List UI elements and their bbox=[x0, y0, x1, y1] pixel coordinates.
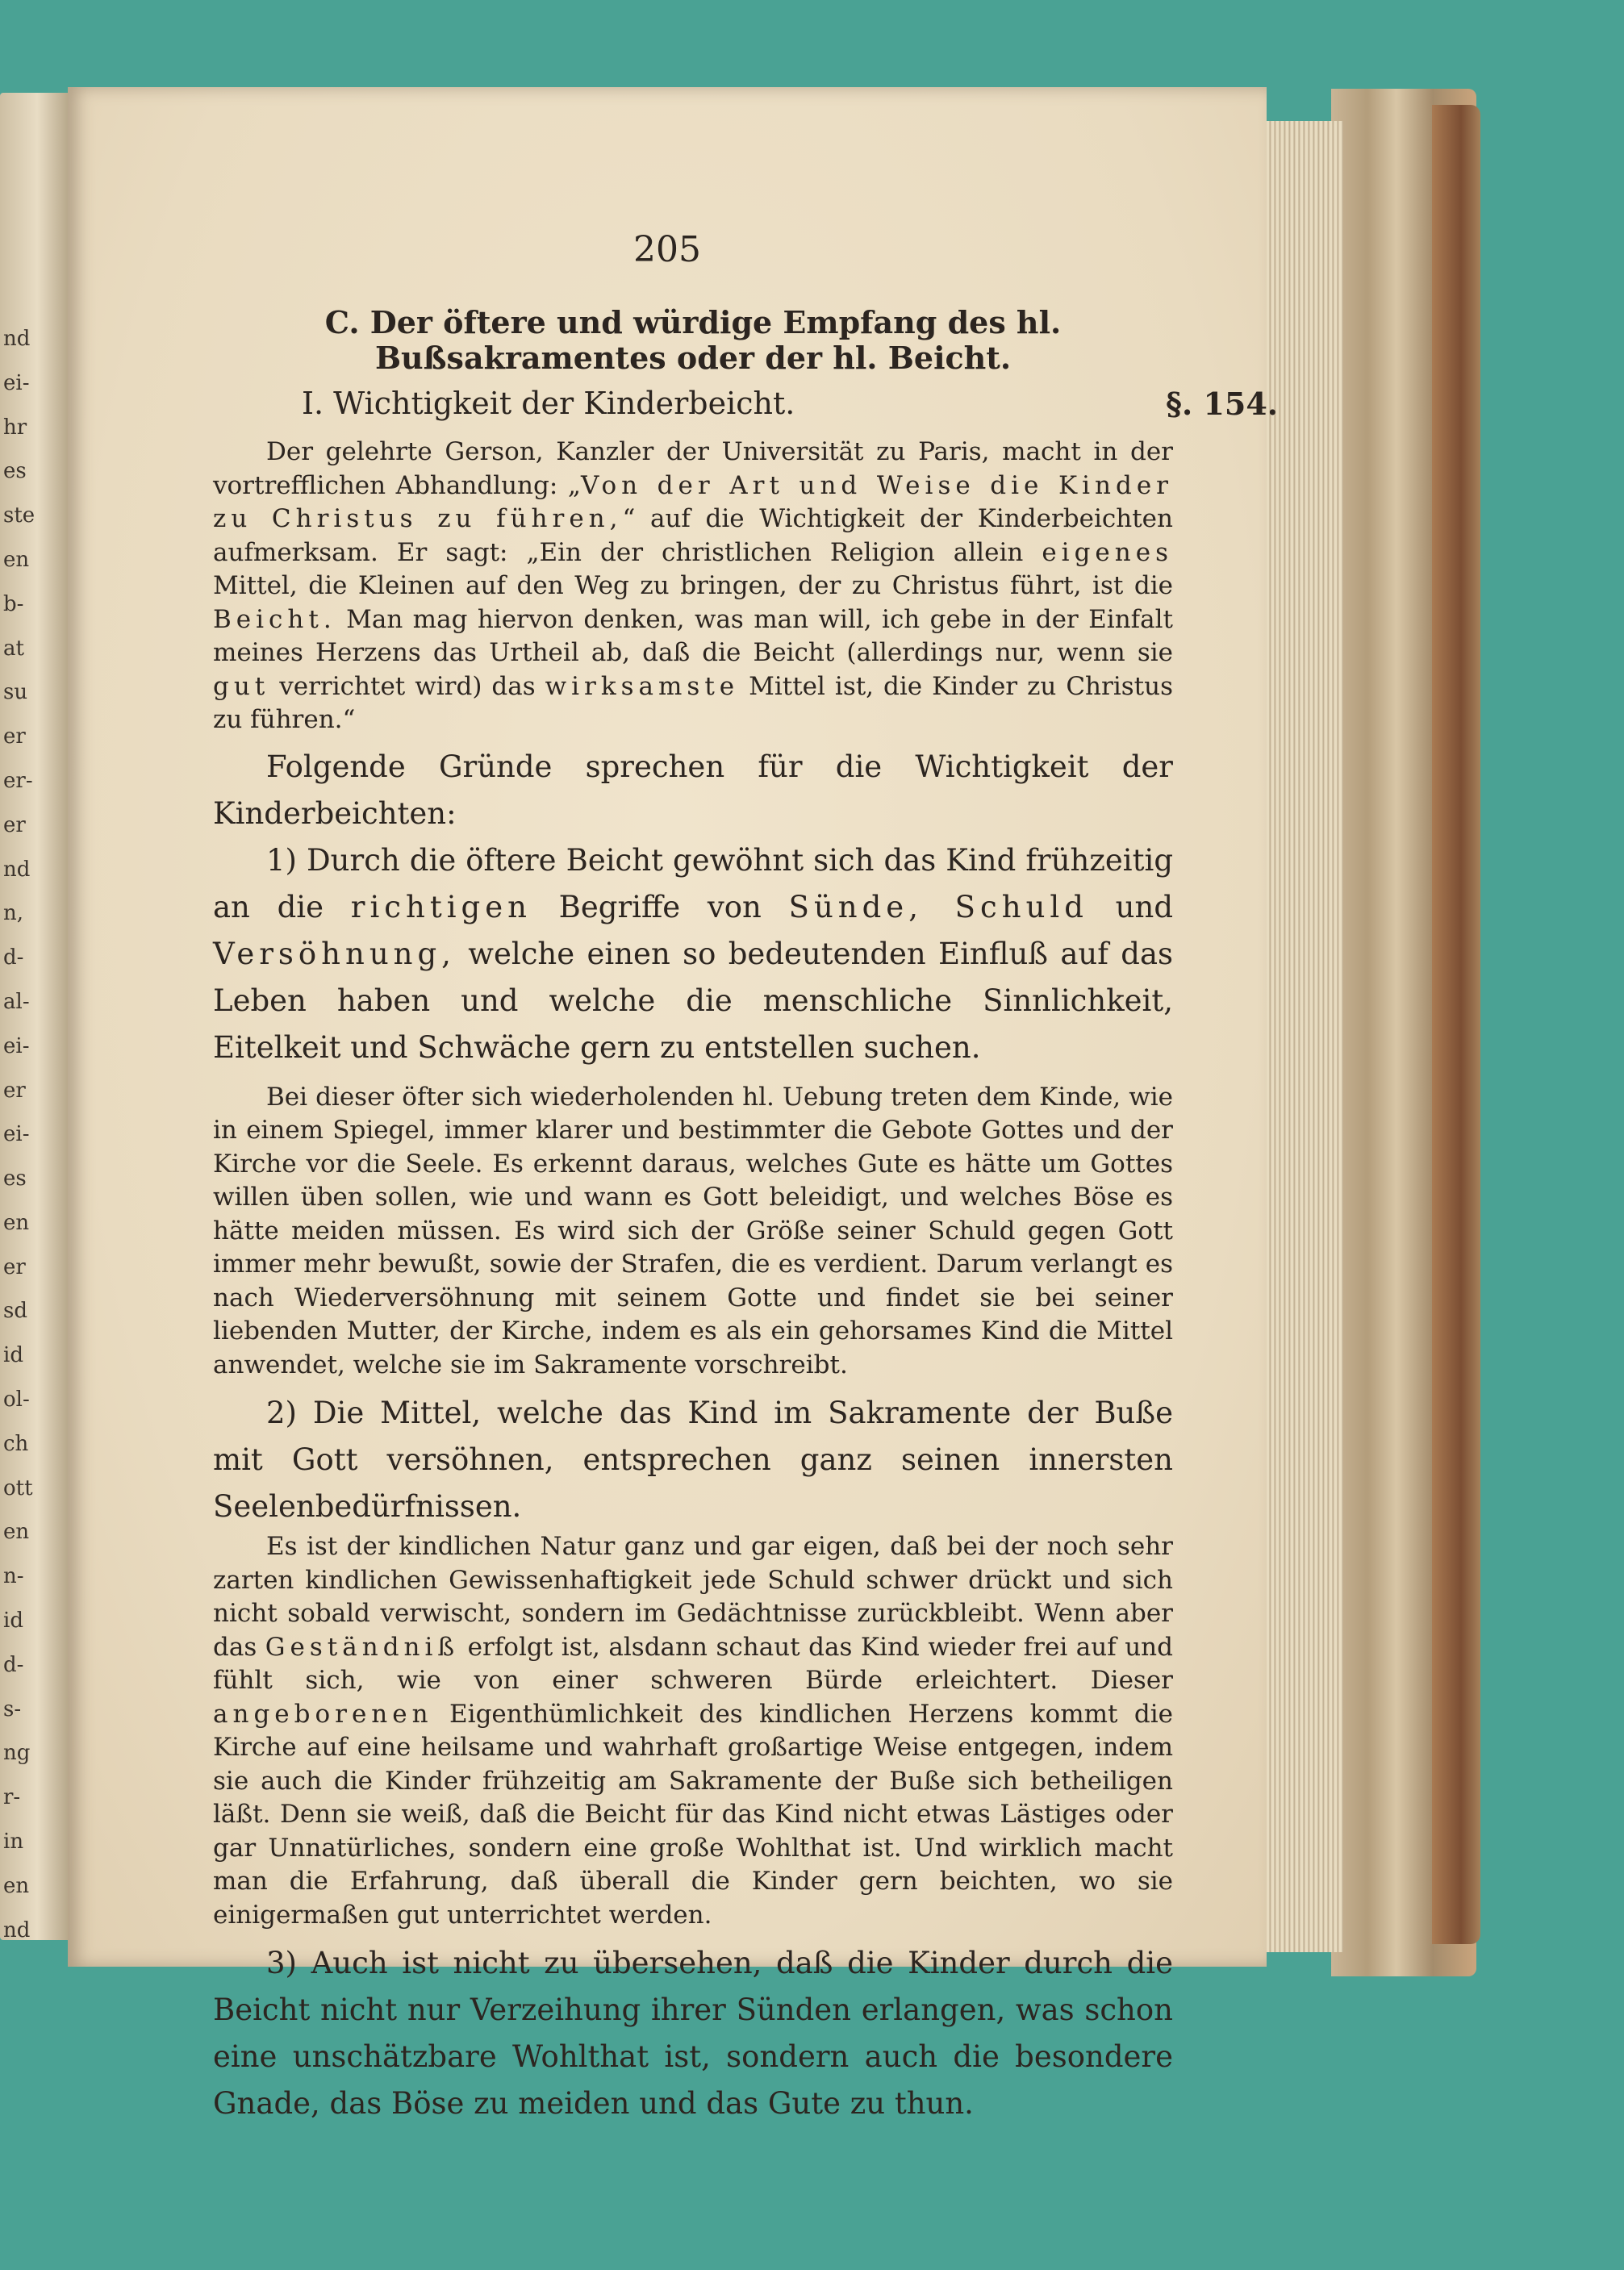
margin-fragment: en bbox=[3, 1210, 30, 1235]
margin-fragment: id bbox=[3, 1343, 23, 1368]
text-run: und bbox=[1088, 889, 1174, 924]
margin-fragment: nd bbox=[3, 857, 31, 882]
text-run: Eigenthümlichkeit des kindlichen Herzens kommt die Kirche auf eine heilsame und wahrhaft großartige Weise entgegen, indem sie auch die Kinder frühzeitig am Sakramente der Buße sich betheiligen läßt. Denn sie weiß, daß die Beicht für das Kind nicht etwas Lästiges oder gar Unnatürliches, sondern eine große Wohlthat ist. Und wirklich macht man die Erfahrung, daß überall die Kinder gern beichten, wo sie einigermaßen gut unterrichtet werden. bbox=[213, 1699, 1173, 1930]
page bbox=[68, 87, 1278, 2121]
margin-fragment: su bbox=[3, 680, 28, 705]
margin-fragment: ei- bbox=[3, 1033, 30, 1058]
page-number: 205 bbox=[633, 229, 701, 270]
text-run: Begriffe von bbox=[531, 889, 789, 924]
margin-fragment: n, bbox=[3, 901, 24, 926]
margin-fragment: ott bbox=[3, 1475, 33, 1500]
margin-fragment: d- bbox=[3, 945, 24, 970]
margin-fragment: r- bbox=[3, 1785, 21, 1810]
margin-fragment: er bbox=[3, 724, 26, 749]
emphasis-run: richtigen bbox=[350, 889, 532, 924]
margin-fragment: al- bbox=[3, 989, 30, 1014]
margin-fragment: nd bbox=[3, 327, 31, 351]
text-run: “ auf die Wichtigkeit der Kinderbeichten aufmerksam. Er sagt: „Ein der christlichen Religion allein bbox=[213, 504, 1173, 567]
text-run: erfolgt ist, alsdann schaut das Kind wieder frei auf und fühlt sich, wie von einer schweren Bürde erleichtert. Dieser bbox=[213, 1632, 1173, 1695]
emphasis-run: wirksamste bbox=[545, 671, 740, 701]
margin-fragment: in bbox=[3, 1830, 24, 1855]
text-run: Mittel, die Kleinen auf den Weg zu bringen, der zu Christus führt, ist die bbox=[213, 571, 1173, 600]
margin-fragment: er bbox=[3, 1078, 26, 1103]
margin-fragment: er bbox=[3, 812, 26, 837]
margin-fragment: d- bbox=[3, 1652, 24, 1677]
margin-fragment: id bbox=[3, 1609, 23, 1634]
margin-fragment: ng bbox=[3, 1741, 31, 1766]
margin-fragment: ei- bbox=[3, 370, 30, 395]
text-run: Es ist der kindlichen Natur ganz und gar eigen, daß bei der noch sehr zarten kindlichen Gewissenhaftigkeit jede Schuld schwer drückt und sich nicht sobald verwischt, sondern im Gedächtnisse zurückbleibt. Wenn aber das bbox=[213, 1532, 1173, 1662]
emphasis-run: eigenes bbox=[1042, 537, 1173, 567]
left-page-edge bbox=[0, 93, 68, 1940]
emphasis-run: Geständniß bbox=[265, 1632, 460, 1662]
paragraph-reason-1-detail: Bei dieser öfter sich wiederholenden hl. Uebung treten dem Kinde, wie in einem Spiegel, immer klarer und bestimmter die Gebote Gottes und der Kirche vor die Seele. Es erkennt daraus, welches Gute es hätte um Gottes willen üben sollen, wie und wann es Gott beleidigt, und welches Böse es hätte meiden müssen. Es wird sich der Größe seiner Schuld gegen Gott immer mehr bewußt, sowie der Strafen, die es verdient. Darum verlangt es nach Wiederversöhnung mit seinem Gotte und findet sie bei seiner liebenden Mutter, der Kirche, indem es als ein gehorsames Kind die Mittel anwendet, welche sie im Sakramente vorschreibt. bbox=[213, 1082, 1173, 1379]
paragraph-reason-2-detail bbox=[213, 1530, 1173, 1932]
margin-fragment: sd bbox=[3, 1299, 27, 1324]
text-run: welche einen so bedeutenden Einfluß auf das Leben haben und welche die menschliche Sinnlichkeit, Eitelkeit und Schwäche gern zu entstellen suchen. bbox=[213, 936, 1173, 1065]
margin-fragment: ol- bbox=[3, 1387, 30, 1412]
text-run: Man mag hiervon denken, was man will, ich gebe in der Einfalt meines Herzens das Urtheil ab, daß die Beicht (allerdings nur, wenn sie bbox=[213, 604, 1173, 667]
margin-fragment: en bbox=[3, 547, 30, 572]
book-binding bbox=[1432, 105, 1480, 1944]
margin-fragment: at bbox=[3, 636, 24, 661]
margin-fragment: er- bbox=[3, 768, 33, 793]
emphasis-run: Sünde, Schuld bbox=[788, 889, 1088, 924]
margin-fragment: es bbox=[3, 1166, 27, 1191]
left-page-fragments bbox=[3, 93, 60, 1940]
margin-fragment: hr bbox=[3, 415, 27, 440]
margin-fragment: es bbox=[3, 459, 27, 484]
page-stack-edge bbox=[1267, 121, 1343, 1952]
margin-fragment: s- bbox=[3, 1696, 22, 1721]
section-heading: I. Wichtigkeit der Kinderbeicht. bbox=[302, 386, 795, 421]
paragraph-reason-2: 2) Die Mittel, welche das Kind im Sakramente der Buße mit Gott versöhnen, entsprechen ganz seinen innersten Seelenbedürfnissen. bbox=[213, 1396, 1173, 1524]
emphasis-run: angeborenen bbox=[213, 1699, 433, 1729]
margin-fragment: n- bbox=[3, 1564, 24, 1589]
paragraph-reason-1 bbox=[213, 837, 1173, 1071]
margin-fragment: b- bbox=[3, 591, 24, 616]
section-title: C. Der öftere und würdige Empfang des hl. Bußsakramentes oder der hl. Beicht. bbox=[324, 304, 1062, 376]
margin-fragment: nd bbox=[3, 1917, 31, 1942]
body-text bbox=[213, 436, 1173, 2127]
margin-fragment: ste bbox=[3, 503, 35, 528]
paragraph-reasons-intro: Folgende Gründe sprechen für die Wichtigkeit der Kinderbeichten: bbox=[213, 749, 1173, 831]
emphasis-run: gut bbox=[213, 671, 270, 701]
heading-row bbox=[213, 386, 1278, 426]
text-run: 1) Durch die öftere Beicht gewöhnt sich das Kind frühzeitig an die bbox=[213, 842, 1173, 924]
emphasis-run: Von der Art und Weise die Kinder zu Christus zu führen, bbox=[213, 470, 1173, 533]
text-run: Der gelehrte Gerson, Kanzler der Universität zu Paris, macht in der vortrefflichen Abhandlung: „ bbox=[213, 437, 1173, 500]
margin-fragment: ch bbox=[3, 1431, 29, 1456]
margin-fragment: er bbox=[3, 1254, 26, 1279]
emphasis-run: Versöhnung, bbox=[213, 936, 456, 971]
paragraph-number: §. 154. bbox=[1166, 386, 1278, 422]
paragraph-reason-3: 3) Auch ist nicht zu übersehen, daß die Kinder durch die Beicht nicht nur Verzeihung ihrer Sünden erlangen, was schon eine unschätzbare Wohlthat ist, sondern auch die besondere Gnade, das Böse zu meiden und das Gute zu thun. bbox=[213, 1946, 1173, 2121]
margin-fragment: en bbox=[3, 1873, 30, 1898]
margin-fragment: en bbox=[3, 1520, 30, 1545]
paragraph-intro bbox=[213, 436, 1173, 737]
text-run: verrichtet wird) das bbox=[269, 671, 545, 701]
emphasis-run: Beicht. bbox=[213, 604, 336, 634]
text-run: Mittel ist, die Kinder zu Christus zu führen.“ bbox=[213, 671, 1173, 734]
margin-fragment: ei- bbox=[3, 1122, 30, 1147]
